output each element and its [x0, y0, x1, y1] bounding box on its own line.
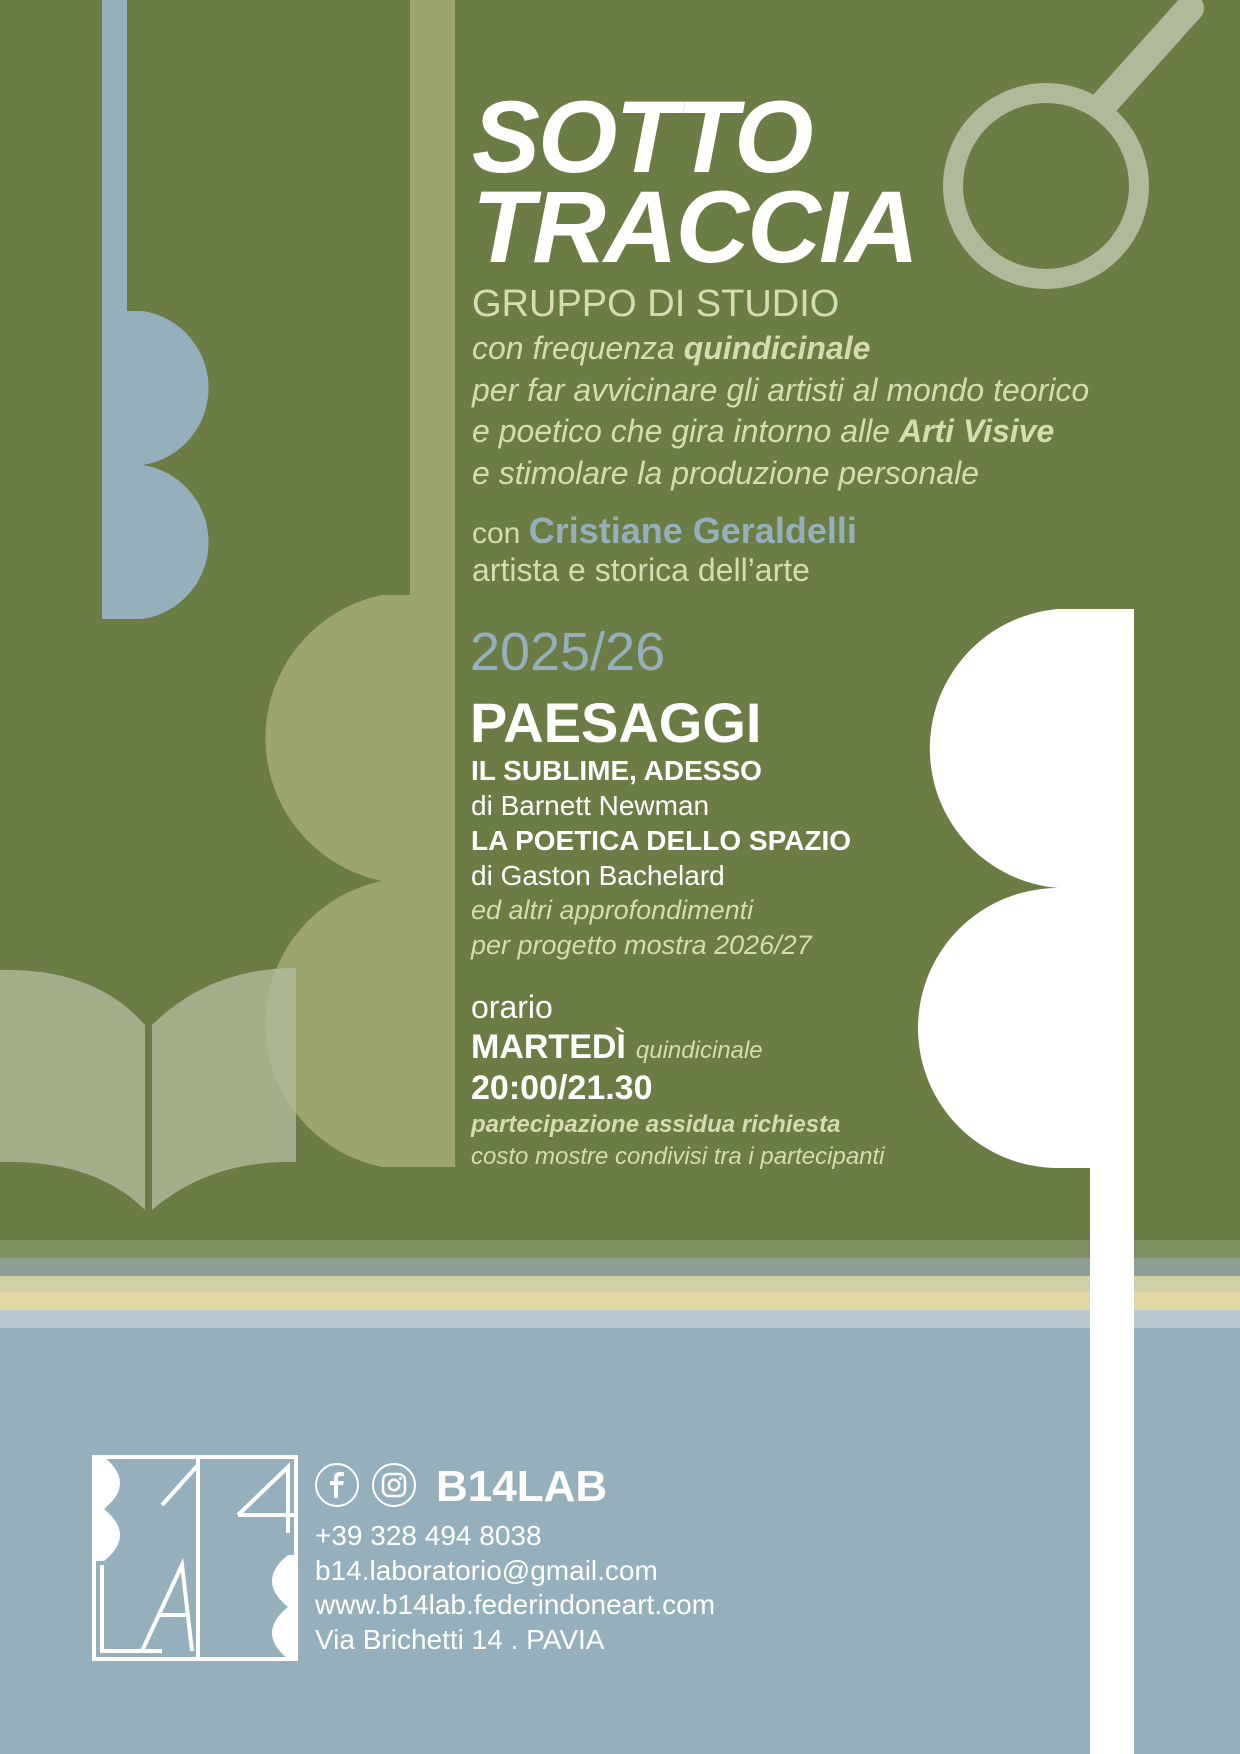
description-emphasis: quindicinale [683, 330, 871, 366]
description-line-2: per far avvicinare gli artisti al mondo teorico [472, 372, 1090, 408]
description-line-3 [472, 415, 1054, 447]
contact-website[interactable]: www.b14lab.federindoneart.com [315, 1589, 716, 1620]
schedule-day-line [471, 1030, 763, 1064]
description-emphasis: Arti Visive [898, 413, 1055, 449]
white-b-shape [918, 609, 1134, 1754]
blue-b-shape [102, 0, 209, 619]
description-text: e poetico che gira intorno alle [472, 413, 899, 449]
open-book-icon [0, 968, 296, 1210]
magnifying-glass-icon [953, 8, 1190, 279]
schedule-time: 20:00/21.30 [471, 1069, 653, 1107]
facebook-icon[interactable] [315, 1463, 359, 1507]
teacher-name: Cristiane Geraldelli [528, 510, 857, 551]
program-extra-1: ed altri approfondimenti [471, 895, 754, 925]
instagram-icon[interactable] [372, 1463, 416, 1507]
teacher-role: artista e storica dell’arte [472, 552, 810, 588]
schedule-day: MARTEDÌ [471, 1028, 626, 1066]
book-1-author: di Barnett Newman [471, 790, 710, 821]
b14lab-logo [92, 1455, 298, 1661]
brand-name: B14LAB [436, 1462, 608, 1511]
description-line-4: e stimolare la produzione personale [472, 455, 979, 491]
description-text: con frequenza [472, 330, 684, 366]
contact-email[interactable]: b14.laboratorio@gmail.com [315, 1555, 658, 1586]
teacher-line [472, 510, 857, 551]
description-line-1 [472, 332, 870, 364]
title-line-1: SOTTO [472, 80, 812, 194]
book-2-author: di Gaston Bachelard [471, 860, 725, 891]
schedule-note-1: partecipazione assidua richiesta [471, 1111, 841, 1138]
schedule-frequency: quindicinale [635, 1037, 763, 1064]
book-2-title: LA POETICA DELLO SPAZIO [471, 825, 852, 856]
book-1-title: IL SUBLIME, ADESSO [471, 755, 762, 786]
contact-address: Via Brichetti 14 . PAVIA [315, 1624, 605, 1655]
program-year: 2025/26 [470, 622, 666, 682]
teacher-prefix: con [472, 517, 529, 550]
program-theme: PAESAGGI [470, 691, 762, 754]
title-line-2: TRACCIA [472, 170, 917, 284]
program-extra-2: per progetto mostra 2026/27 [471, 930, 812, 960]
schedule-label: orario [471, 989, 553, 1025]
contact-phone[interactable]: +39 328 494 8038 [315, 1520, 542, 1551]
schedule-note-2: costo mostre condivisi tra i partecipanti [471, 1143, 885, 1170]
subtitle: GRUPPO DI STUDIO [472, 283, 840, 325]
